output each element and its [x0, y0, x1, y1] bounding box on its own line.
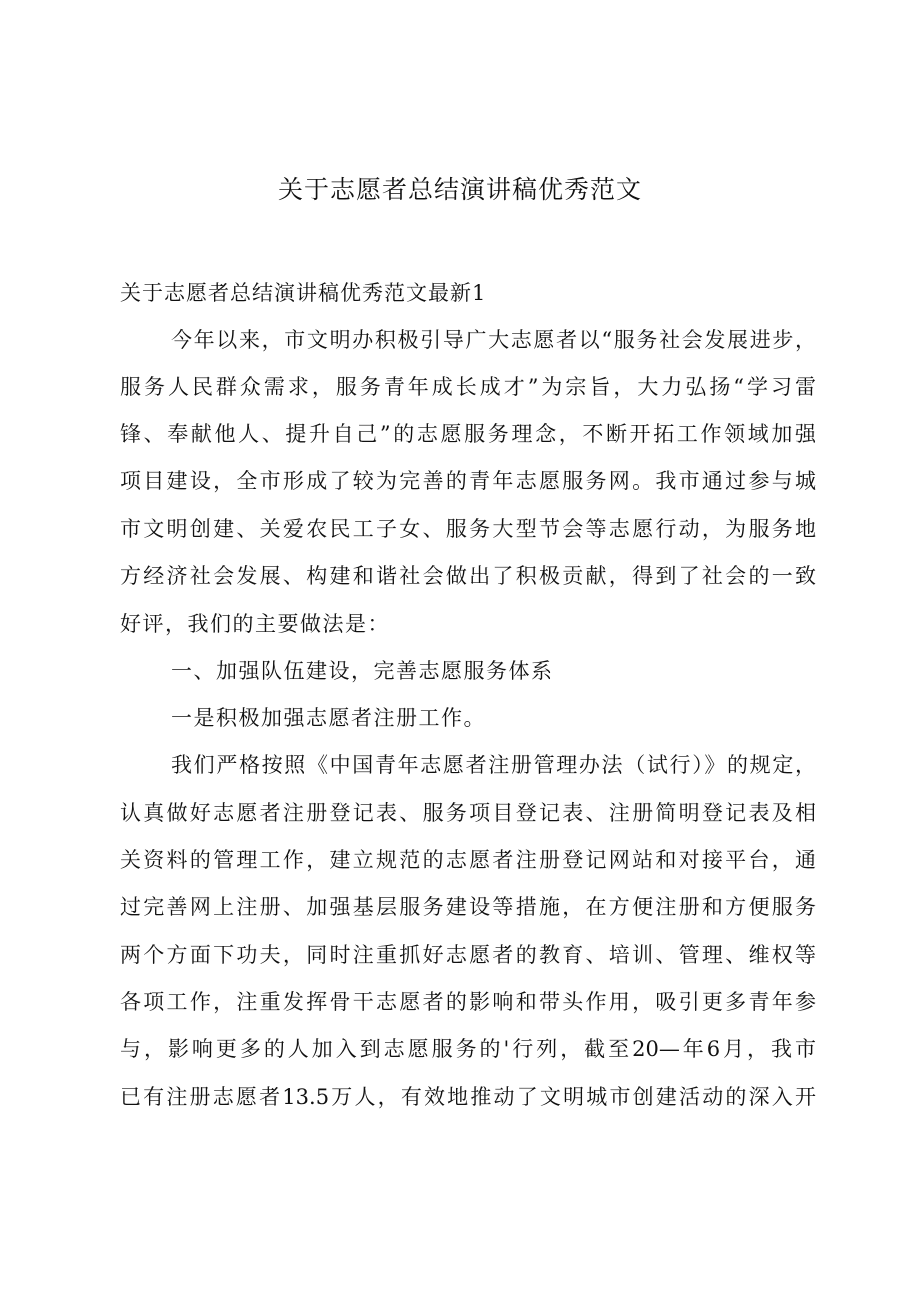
body-line: 好评，我们的主要做法是： [120, 612, 390, 636]
body-line: 市文明创建、关爱农民工子女、服务大型节会等志愿行动，为服务地 [120, 517, 816, 541]
sub-heading: 一是积极加强志愿者注册工作。 [171, 706, 486, 730]
body-line: 我们严格按照《中国青年志愿者注册管理办法（试行）》的规定， [171, 753, 816, 777]
body-line: 过完善网上注册、加强基层服务建设等措施，在方便注册和方便服务 [120, 895, 816, 919]
body-line: 锋、奉献他人、提升自己”的志愿服务理念，不断开拓工作领域加强 [120, 422, 816, 446]
body-line: 方经济社会发展、构建和谐社会做出了积极贡献，得到了社会的一致 [120, 564, 816, 588]
body-line: 认真做好志愿者注册登记表、服务项目登记表、注册简明登记表及相 [120, 801, 816, 825]
body-line: 关资料的管理工作，建立规范的志愿者注册登记网站和对接平台，通 [120, 848, 816, 872]
body-line: 两个方面下功夫，同时注重抓好志愿者的教育、培训、管理、维权等 [120, 943, 816, 967]
section-heading: 一、加强队伍建设，完善志愿服务体系 [171, 659, 554, 683]
body-line: 服务人民群众需求，服务青年成长成才”为宗旨，大力弘扬“学习雷 [120, 375, 816, 399]
section-subtitle: 关于志愿者总结演讲稿优秀范文最新1 [120, 281, 487, 305]
body-line: 各项工作，注重发挥骨干志愿者的影响和带头作用，吸引更多青年参 [120, 990, 816, 1014]
body-line: 项目建设，全市形成了较为完善的青年志愿服务网。我市通过参与城 [120, 469, 816, 493]
body-line: 已有注册志愿者13.5万人，有效地推动了文明城市创建活动的深入开 [120, 1085, 816, 1109]
document-title: 关于志愿者总结演讲稿优秀范文 [277, 175, 642, 204]
body-line: 今年以来，市文明办积极引导广大志愿者以“服务社会发展进步， [171, 328, 816, 352]
body-line: 与，影响更多的人加入到志愿服务的'行列，截至20—年6月，我市 [120, 1037, 816, 1061]
